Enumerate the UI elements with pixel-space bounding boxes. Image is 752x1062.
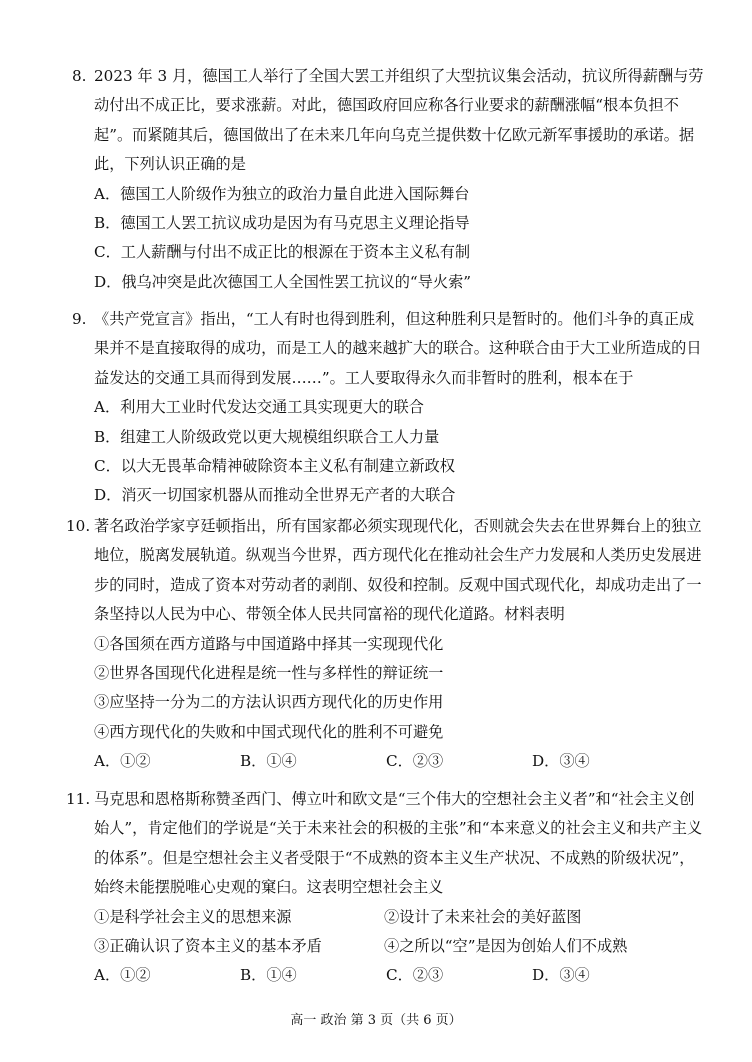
- question-text: 《共产党宣言》指出，“工人有时也得到胜利，但这种胜利只是暂时的。他们斗争的真正成果并不是直接取得的成功，而是工人的越来越扩大的联合。这种联合由于大工业所造成的日益发达的交通工具而得到发展……”。工人要取得永久而非暂时的胜利，根本在于: [94, 310, 702, 387]
- statement-4: ④西方现代化的失败和中国式现代化的胜利不可避免: [94, 722, 444, 741]
- question-stem: [66, 305, 706, 393]
- answer-choices: [66, 961, 706, 990]
- page-footer: 高一 政治 第 3 页（共 6 页）: [290, 1013, 462, 1028]
- question-number: 10.: [66, 517, 91, 535]
- choice-a: A．①②: [94, 752, 151, 771]
- question-number: 8.: [72, 67, 87, 85]
- question-8: [66, 62, 706, 297]
- question-10: [66, 512, 706, 777]
- option-c: C．以大无畏革命精神破除资本主义私有制建立新政权: [94, 457, 455, 476]
- question-text: 马克思和恩格斯称赞圣西门、傅立叶和欧文是“三个伟大的空想社会主义者”和“社会主义创始人”，肯定他们的学说是“关于未来社会的积极的主张”和“本来意义的社会主义和共产主义的体系”。但是空想社会主义者受限于“不成熟的资本主义生产状况、不成熟的阶级状况”，始终未能摆脱唯心史观的窠臼。这表明空想社会主义: [94, 790, 703, 897]
- option-b: B．组建工人阶级政党以更大规模组织联合工人力量: [94, 427, 440, 446]
- question-9: [66, 305, 706, 511]
- statement-1: ①是科学社会主义的思想来源: [94, 907, 292, 926]
- choice-b: B．①④: [240, 752, 297, 771]
- answer-choices: [66, 747, 706, 776]
- question-11: [66, 785, 706, 991]
- statement-2: ②世界各国现代化进程是统一性与多样性的辩证统一: [94, 664, 444, 683]
- choice-c: C．②③: [386, 966, 444, 985]
- choice-a: A．①②: [94, 966, 151, 985]
- question-number: 9.: [72, 310, 87, 328]
- option-d: D．消灭一切国家机器从而推动全世界无产者的大联合: [94, 486, 456, 505]
- statements-row-1: [66, 903, 706, 932]
- statements-row-2: [66, 932, 706, 961]
- choice-d: D．③④: [532, 752, 590, 771]
- statement-4: ④之所以“空”是因为创始人们不成熟: [384, 937, 628, 956]
- statement-3: ③正确认识了资本主义的基本矛盾: [94, 937, 322, 956]
- question-stem: [66, 785, 706, 903]
- question-stem: [66, 512, 706, 630]
- option-a: A．德国工人阶级作为独立的政治力量自此进入国际舞台: [94, 184, 470, 203]
- statement-1: ①各国须在西方道路与中国道路中择其一实现现代化: [94, 634, 444, 653]
- question-number: 11.: [66, 790, 91, 808]
- question-text: 2023 年 3 月，德国工人举行了全国大罢工并组织了大型抗议集会活动，抗议所得薪酬与劳动付出不成正比，要求涨薪。对此，德国政府回应称各行业要求的薪酬涨幅“根本负担不起”。而紧随其后，德国做出了在未来几年向乌克兰提供数十亿欧元新军事援助的承诺。据此，下列认识正确的是: [94, 67, 704, 174]
- question-stem: [66, 62, 706, 180]
- option-d: D．俄乌冲突是此次德国工人全国性罢工抗议的“导火索”: [94, 272, 472, 291]
- choice-c: C．②③: [386, 752, 444, 771]
- question-text: 著名政治学家亨廷顿指出，所有国家都必须实现现代化，否则就会失去在世界舞台上的独立地位，脱离发展轨道。纵观当今世界，西方现代化在推动社会生产力发展和人类历史发展进步的同时，造成了资本对劳动者的剥削、奴役和控制。反观中国式现代化，却成功走出了一条坚持以人民为中心、带领全体人民共同富裕的现代化道路。材料表明: [94, 517, 702, 624]
- option-b: B．德国工人罢工抗议成功是因为有马克思主义理论指导: [94, 214, 470, 233]
- statement-3: ③应坚持一分为二的方法认识西方现代化的历史作用: [94, 693, 444, 712]
- statement-2: ②设计了未来社会的美好蓝图: [384, 907, 582, 926]
- choice-d: D．③④: [532, 966, 590, 985]
- option-c: C．工人薪酬与付出不成正比的根源在于资本主义私有制: [94, 243, 471, 262]
- option-a: A．利用大工业时代发达交通工具实现更大的联合: [94, 398, 424, 417]
- choice-b: B．①④: [240, 966, 297, 985]
